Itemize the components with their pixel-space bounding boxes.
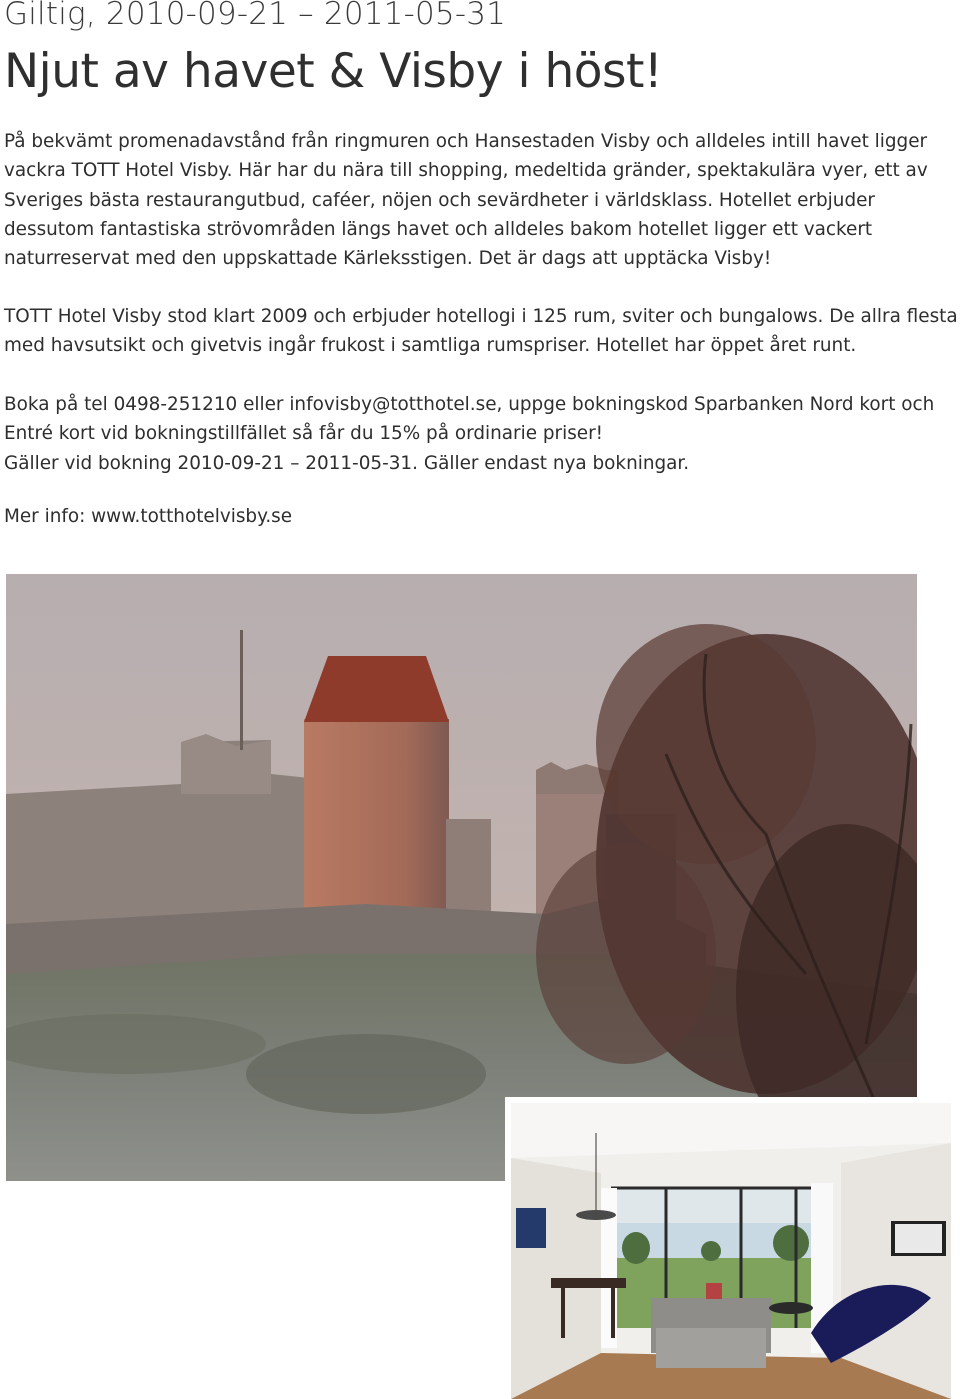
visby-wall-illustration [6, 574, 917, 1181]
booking-text: Boka på tel 0498-251210 eller infovisby@totthotel.se, uppge bokningskod Sparbanken Nord kort och Entré kort vid bokningstillfället så får du 15% på ordinarie priser! [4, 394, 935, 445]
booking-validity: Gäller vid bokning 2010-09-21 – 2011-05-31. Gäller endast nya bokningar. [4, 452, 690, 474]
more-info-link[interactable]: Mer info: www.totthotelvisby.se [4, 506, 293, 527]
visby-wall-photo [6, 574, 917, 1181]
intro-paragraph: På bekvämt promenadavstånd från ringmuren och Hansestaden Visby och alldeles intill havet ligger vackra TOTT Hotel Visby. Här har du nära till shopping, medeltida gränder, spektakulära vyer, ett av Sveriges bästa restaurangutbud, caféer, nöjen och sevärdheter i världsklass. Hotellet erbjuder dessutom fantastiska strövområden längs havet och alldeles bakom hotellet ligger ett vackert naturreservat med den uppskattade Kärleksstigen. Det är dags att upptäcka Visby! [4, 131, 928, 270]
page-title: Njut av havet & Visby i höst! [4, 44, 663, 99]
booking-block [4, 390, 960, 478]
hotel-room-photo [511, 1103, 951, 1399]
hotel-room-illustration [511, 1103, 951, 1399]
validity-period: Giltig, 2010-09-21 – 2011-05-31 [4, 0, 507, 32]
hotel-paragraph: TOTT Hotel Visby stod klart 2009 och erbjuder hotellogi i 125 rum, sviter och bungalows. De allra flesta med havsutsikt och givetvis ingår frukost i samtliga rumspriser. Hotellet har öppet året runt. [4, 306, 958, 357]
